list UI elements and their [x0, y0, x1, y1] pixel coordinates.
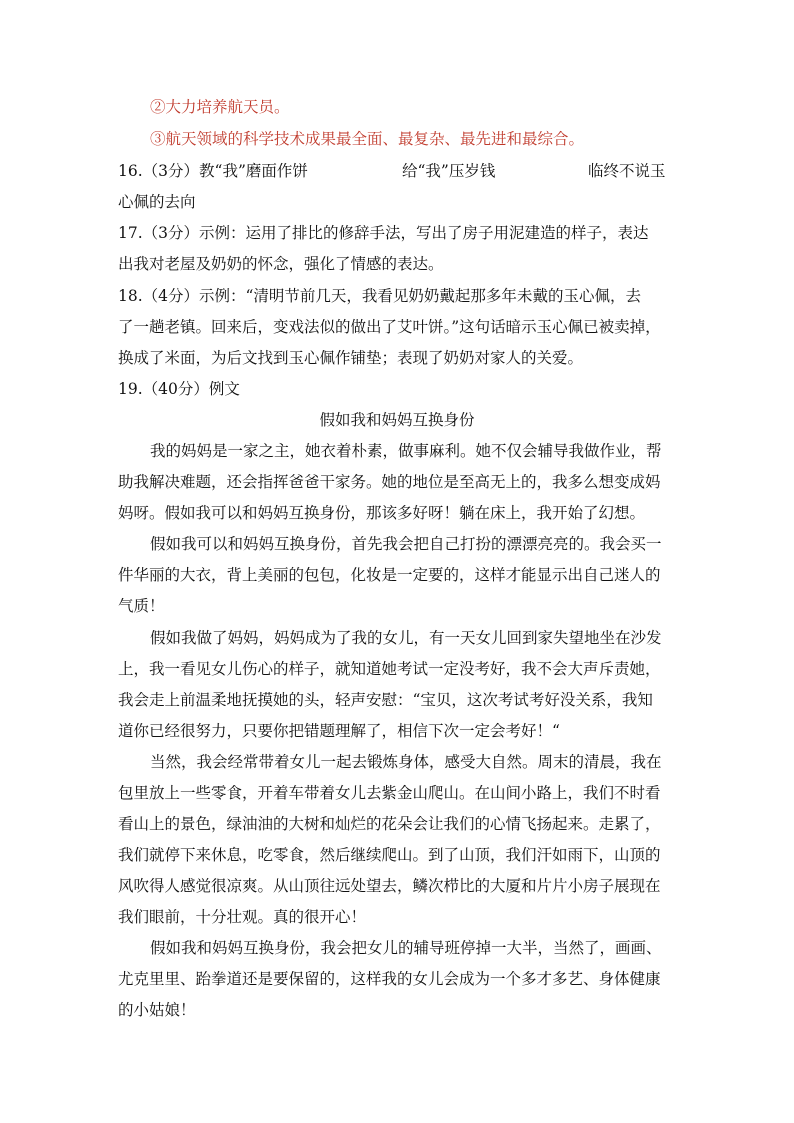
essay-title: 假如我和妈妈互换身份 [319, 411, 475, 429]
essay-line: 假如我做了妈妈，妈妈成为了我的女儿，有一天女儿回到家失望地坐在沙发 [150, 629, 662, 647]
essay-line: 道你已经很努力，只要你把错题理解了，相信下次一定会考好！“ [118, 722, 560, 740]
essay-line: 气质！ [118, 597, 165, 615]
essay-line: 看山上的景色，绿油油的大树和灿烂的花朵会让我们的心情飞扬起来。走累了， [118, 815, 661, 833]
essay-line: 假如我可以和妈妈互换身份，首先我会把自己打扮的漂漂亮亮的。我会买一 [150, 535, 662, 553]
essay-line: 尤克里里、跆拳道还是要保留的，这样我的女儿会成为一个多才多艺、身体健康 [118, 970, 661, 988]
q17-line2: 出我对老屋及奶奶的怀念，强化了情感的表达。 [118, 255, 444, 273]
q16-label: 16.（3分） [118, 162, 200, 180]
essay-line: 我们就停下来休息，吃零食，然后继续爬山。到了山顶，我们汗如雨下，山顶的 [118, 846, 661, 864]
essay-line: 我的妈妈是一家之主，她衣着朴素，做事麻利。她不仅会辅导我做作业，帮 [150, 442, 662, 460]
q18-line3: 换成了米面，为后文找到玉心佩作铺垫；表现了奶奶对家人的关爱。 [118, 349, 584, 367]
q16-answer-b: 给“我”压岁钱 [402, 162, 496, 180]
essay-line: 的小姑娘！ [118, 1001, 196, 1019]
essay-line: 当然，我会经常带着女儿一起去锻炼身体，感受大自然。周末的清晨，我在 [150, 753, 662, 771]
essay-line: 我会走上前温柔地抚摸她的头，轻声安慰：“宝贝，这次考试考好没关系，我知 [118, 691, 653, 709]
essay-line: 包里放上一些零食，开着车带着女儿去紫金山爬山。在山间小路上，我们不时看 [118, 784, 661, 802]
essay-line: 假如我和妈妈互换身份，我会把女儿的辅导班停掉一大半，当然了，画画、 [150, 939, 662, 957]
answer-item-2: ②大力培养航天员。 [150, 98, 290, 116]
answer-item-3: ③航天领域的科学技术成果最全面、最复杂、最先进和最综合。 [150, 130, 585, 148]
q17-line1: 17.（3分）示例：运用了排比的修辞手法，写出了房子用泥建造的样子，表达 [118, 224, 649, 242]
essay-line: 妈呀。假如我可以和妈妈互换身份，那该多好呀！躺在床上，我开始了幻想。 [118, 504, 646, 522]
q16-answer-c-part2: 心佩的去向 [118, 193, 196, 211]
essay-line: 我们眼前，十分壮观。真的很开心！ [118, 908, 367, 926]
essay-line: 风吹得人感觉很凉爽。从山顶往远处望去，鳞次栉比的大厦和片片小房子展现在 [118, 877, 661, 895]
q18-line1: 18.（4分）示例：“清明节前几天，我看见奶奶戴起那多年未戴的玉心佩，去 [118, 287, 641, 305]
q18-line2: 了一趟老镇。回来后，变戏法似的做出了艾叶饼。”这句话暗示玉心佩已被卖掉， [118, 318, 661, 336]
essay-line: 件华丽的大衣，背上美丽的包包，化妆是一定要的，这样才能显示出自己迷人的 [118, 566, 661, 584]
essay-line: 上，我一看见女儿伤心的样子，就知道她考试一定没考好，我不会大声斥责她， [118, 660, 661, 678]
essay-line: 助我解决难题，还会指挥爸爸干家务。她的地位是至高无上的，我多么想变成妈 [118, 473, 661, 491]
q16-answer-a: 教“我”磨面作饼 [199, 162, 308, 180]
q16-answer-c-part1: 临终不说玉 [588, 162, 666, 180]
q19-label: 19.（40分）例文 [118, 380, 240, 398]
q16-line1 [118, 160, 678, 182]
